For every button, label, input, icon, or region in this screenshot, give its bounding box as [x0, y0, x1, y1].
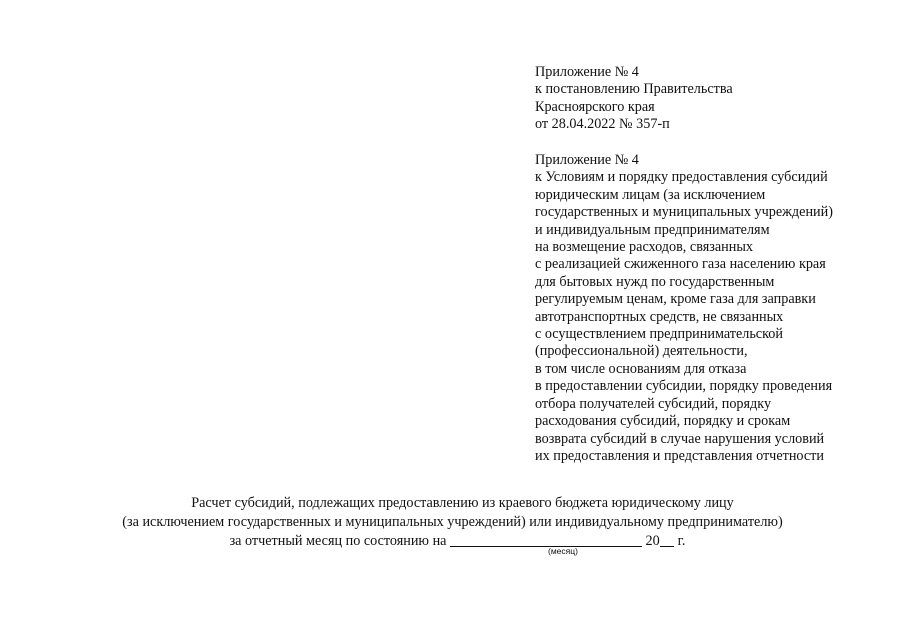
appendix-conditions-line: их предоставления и представления отчетности [535, 447, 824, 464]
appendix-conditions-line: в предоставлении субсидии, порядку проведения [535, 378, 833, 395]
appendix-conditions-line: государственных и муниципальных учреждений) [535, 204, 833, 221]
appendix-conditions-line: (профессиональной) деятельности, [535, 343, 748, 360]
appendix-conditions-line: и индивидуальным предпринимателям [535, 221, 770, 238]
appendix-conditions-line: с осуществлением предпринимательской [535, 326, 783, 343]
appendix-conditions-line: возврата субсидий в случае нарушения условий [535, 430, 825, 447]
appendix-conditions-line: к Условиям и порядку предоставления субсидий [535, 169, 828, 186]
decree-date-line: от 28.04.2022 № 357-п [535, 116, 670, 133]
reporting-month-label: за отчетный месяц по состоянию на [229, 533, 447, 549]
year-suffix: г. [677, 533, 686, 549]
calculation-title-line-1: Расчет субсидий, подлежащих предоставлению из краевого бюджета юридическому лицу [191, 495, 734, 511]
month-hint: (месяц) [548, 546, 578, 556]
year-prefix: 20 [645, 533, 660, 549]
appendix-header-conditions [535, 152, 895, 465]
appendix-conditions-line: на возмещение расходов, связанных [535, 239, 753, 256]
appendix-conditions-line: Приложение № 4 [535, 152, 639, 168]
calculation-title [0, 494, 905, 551]
calculation-title-line-3 [0, 532, 905, 551]
appendix-conditions-line: с реализацией сжиженного газа населению края [535, 256, 826, 273]
appendix-header-government-decree [535, 64, 895, 134]
appendix-conditions-line: расходования субсидий, порядку и срокам [535, 413, 791, 430]
appendix-conditions-line: в том числе основаниям для отказа [535, 360, 747, 377]
month-blank-field[interactable] [450, 532, 642, 547]
calculation-title-line-2: (за исключением государственных и муниципальных учреждений) или индивидуальному предпринимателю) [122, 514, 783, 530]
appendix-number-line: Приложение № 4 [535, 64, 639, 80]
decree-reference-line: к постановлению Правительства [535, 81, 733, 98]
appendix-conditions-line: юридическим лицам (за исключением [535, 186, 766, 203]
region-line: Красноярского края [535, 98, 655, 115]
appendix-conditions-line: регулируемым ценам, кроме газа для заправки [535, 291, 816, 308]
appendix-conditions-line: автотранспортных средств, не связанных [535, 308, 784, 325]
year-blank-field[interactable] [660, 532, 674, 547]
appendix-conditions-line: отбора получателей субсидий, порядку [535, 395, 772, 412]
appendix-conditions-line: для бытовых нужд по государственным [535, 273, 775, 290]
